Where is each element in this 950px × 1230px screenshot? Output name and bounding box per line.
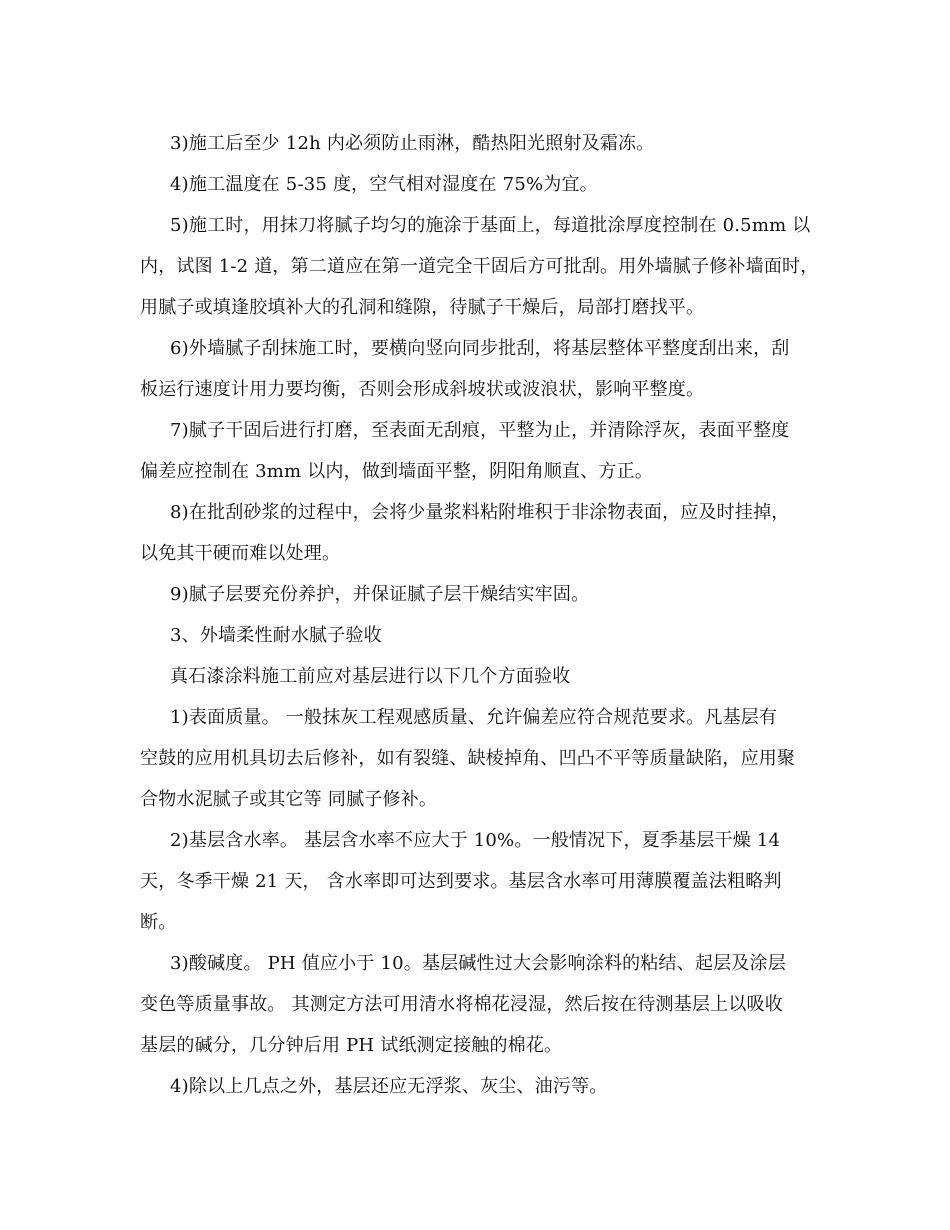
paragraph-line: 9)腻子层要充份养护，并保证腻子层干燥结实牢固。 [170,584,590,605]
paragraph-line: 2)基层含水率。 基层含水率不应大于 10%。一般情况下，夏季基层干燥 14 [170,830,781,851]
section-heading: 3、外墙柔性耐水腻子验收 [170,625,382,646]
paragraph-line: 内，试图 1-2 道，第二道应在第一道完全干固后方可批刮。用外墙腻子修补墙面时， [140,256,819,277]
paragraph-line: 合物水泥腻子或其它等 同腻子修补。 [140,789,438,810]
paragraph-line: 断。 [140,912,177,933]
paragraph-line: 3)酸碱度。 PH 值应小于 10。基层碱性过大会影响涂料的粘结、起层及涂层 [170,953,786,974]
paragraph-line: 5)施工时，用抹刀将腻子均匀的施涂于基面上，每道批涂厚度控制在 0.5mm 以 [170,215,811,236]
paragraph-line: 7)腻子干固后进行打磨，至表面无刮痕，平整为止，并清除浮灰，表面平整度 [170,420,790,441]
paragraph-line: 空鼓的应用机具切去后修补，如有裂缝、缺棱掉角、凹凸不平等质量缺陷，应用聚 [140,748,796,769]
paragraph-line: 基层的碱分，几分钟后用 PH 试纸测定接触的棉花。 [140,1035,563,1056]
paragraph-line: 偏差应控制在 3mm 以内，做到墙面平整，阴阳角顺直、方正。 [140,461,654,482]
paragraph-line: 3)施工后至少 12h 内必须防止雨淋，酷热阳光照射及霜冻。 [170,133,655,154]
paragraph-line: 4)除以上几点之外，基层还应无浮浆、灰尘、油污等。 [170,1076,608,1097]
paragraph-line: 8)在批刮砂浆的过程中，会将少量浆料粘附堆积于非涂物表面，应及时挂掉， [170,502,790,523]
paragraph-line: 用腻子或填逢胶填补大的孔洞和缝隙，待腻子干燥后，局部打磨找平。 [140,297,705,318]
paragraph-line: 变色等质量事故。 其测定方法可用清水将棉花浸湿，然后按在待测基层上以吸收 [140,994,783,1015]
paragraph-line: 真石漆涂料施工前应对基层进行以下几个方面验收 [170,666,571,687]
paragraph-line: 4)施工温度在 5-35 度，空气相对湿度在 75%为宜。 [170,174,598,195]
paragraph-line: 板运行速度计用力要均衡，否则会形成斜坡状或波浪状，影响平整度。 [140,379,705,400]
paragraph-line: 1)表面质量。 一般抹灰工程观感质量、允许偏差应符合规范要求。凡基层有 [170,707,778,728]
paragraph-line: 6)外墙腻子刮抹施工时，要横向竖向同步批刮，将基层整体平整度刮出来，刮 [170,338,790,359]
paragraph-line: 以免其干硬而难以处理。 [140,543,341,564]
paragraph-line: 天，冬季干燥 21 天， 含水率即可达到要求。基层含水率可用薄膜覆盖法粗略判 [140,871,782,892]
